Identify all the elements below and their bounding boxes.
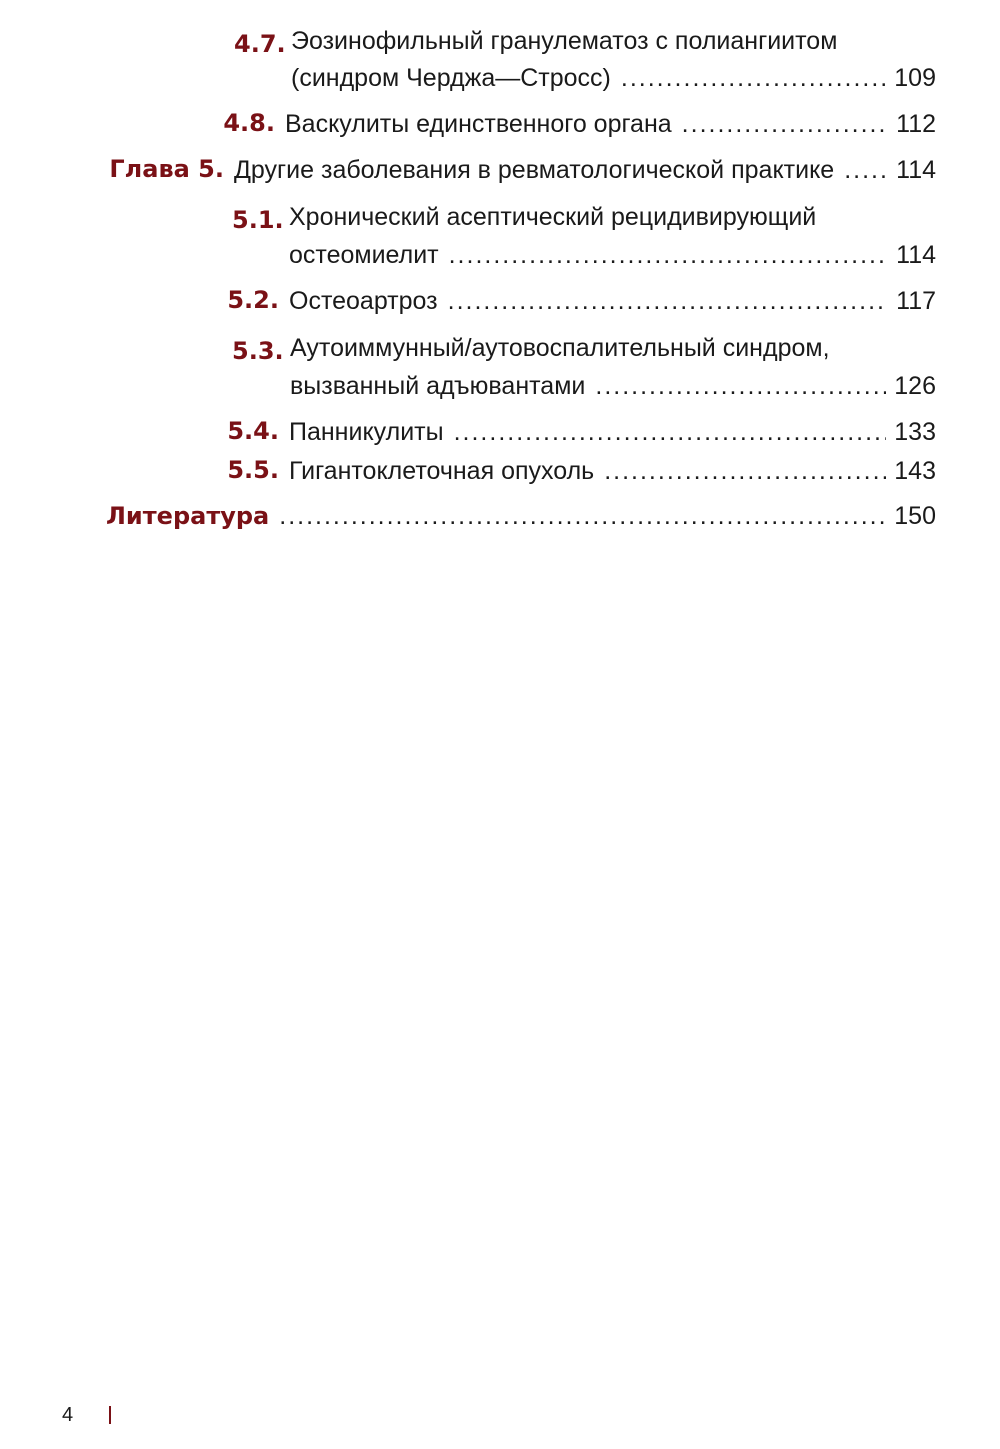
toc-title-4-7-line1: Эозинофильный гранулематоз с полиангиитом <box>291 27 838 55</box>
toc-entry-4-8[interactable] <box>223 109 936 139</box>
toc-title-5-3-line2: вызванный адъювантами <box>290 372 586 400</box>
toc-number-4-7: 4.7. <box>234 30 286 58</box>
toc-number-5-4: 5.4. <box>227 417 279 445</box>
toc-references-label: Литература <box>106 502 270 530</box>
toc-title-5-1-line2: остеомиелит <box>289 241 439 269</box>
toc-title-4-7-line2: (синдром Черджа—Стросс) <box>291 64 611 92</box>
toc-page-4-8: 112 <box>896 110 936 138</box>
toc-chapter-5-label: Глава 5. <box>109 155 224 183</box>
toc-leader-dots <box>604 456 886 486</box>
toc-leader-dots <box>682 109 888 139</box>
toc-leader-dots <box>279 501 886 531</box>
toc-page-5-2: 117 <box>896 287 936 315</box>
toc-entry-5-5[interactable] <box>227 456 936 486</box>
toc-leader-dots <box>454 417 887 447</box>
toc-number-5-2: 5.2. <box>227 286 279 314</box>
toc-entry-5-1[interactable] <box>289 240 936 270</box>
toc-entry-5-2[interactable] <box>227 286 936 316</box>
toc-leader-dots <box>844 155 888 185</box>
toc-title-5-2: Остеоартроз <box>289 287 438 315</box>
toc-entry-5-4[interactable] <box>227 417 936 447</box>
toc-title-5-5: Гигантоклеточная опухоль <box>289 457 595 485</box>
toc-page-5-3: 126 <box>894 372 936 400</box>
toc-page-references: 150 <box>894 502 936 530</box>
toc-number-5-5: 5.5. <box>227 456 279 484</box>
toc-chapter-5[interactable] <box>109 155 936 185</box>
toc-leader-dots <box>449 240 889 270</box>
toc-leader-dots <box>448 286 889 316</box>
toc-leader-dots <box>595 371 886 401</box>
toc-references[interactable] <box>106 501 936 531</box>
toc-page-4-7: 109 <box>894 64 936 92</box>
page-number: 4 <box>62 1404 74 1426</box>
toc-title-4-8: Васкулиты единственного органа <box>285 110 672 138</box>
toc-page-5-1: 114 <box>896 241 936 269</box>
toc-entry-5-3[interactable] <box>290 371 936 401</box>
toc-page-5-5: 143 <box>894 457 936 485</box>
toc-entry-4-7[interactable] <box>291 63 936 93</box>
toc-leader-dots <box>621 63 886 93</box>
toc-number-5-3: 5.3. <box>232 337 284 365</box>
toc-title-5-1-line1: Хронический асептический рецидивирующий <box>289 203 817 231</box>
toc-title-5-3-line1: Аутоиммунный/аутовоспалительный синдром, <box>290 334 830 362</box>
toc-page-ch5: 114 <box>896 156 936 184</box>
toc-chapter-5-title: Другие заболевания в ревматологической практике <box>234 156 835 184</box>
toc-title-5-4: Панникулиты <box>289 418 444 446</box>
toc-number-5-1: 5.1. <box>232 206 284 234</box>
toc-number-4-8: 4.8. <box>223 109 275 137</box>
footer-divider <box>109 1406 111 1424</box>
toc-page-5-4: 133 <box>894 418 936 446</box>
